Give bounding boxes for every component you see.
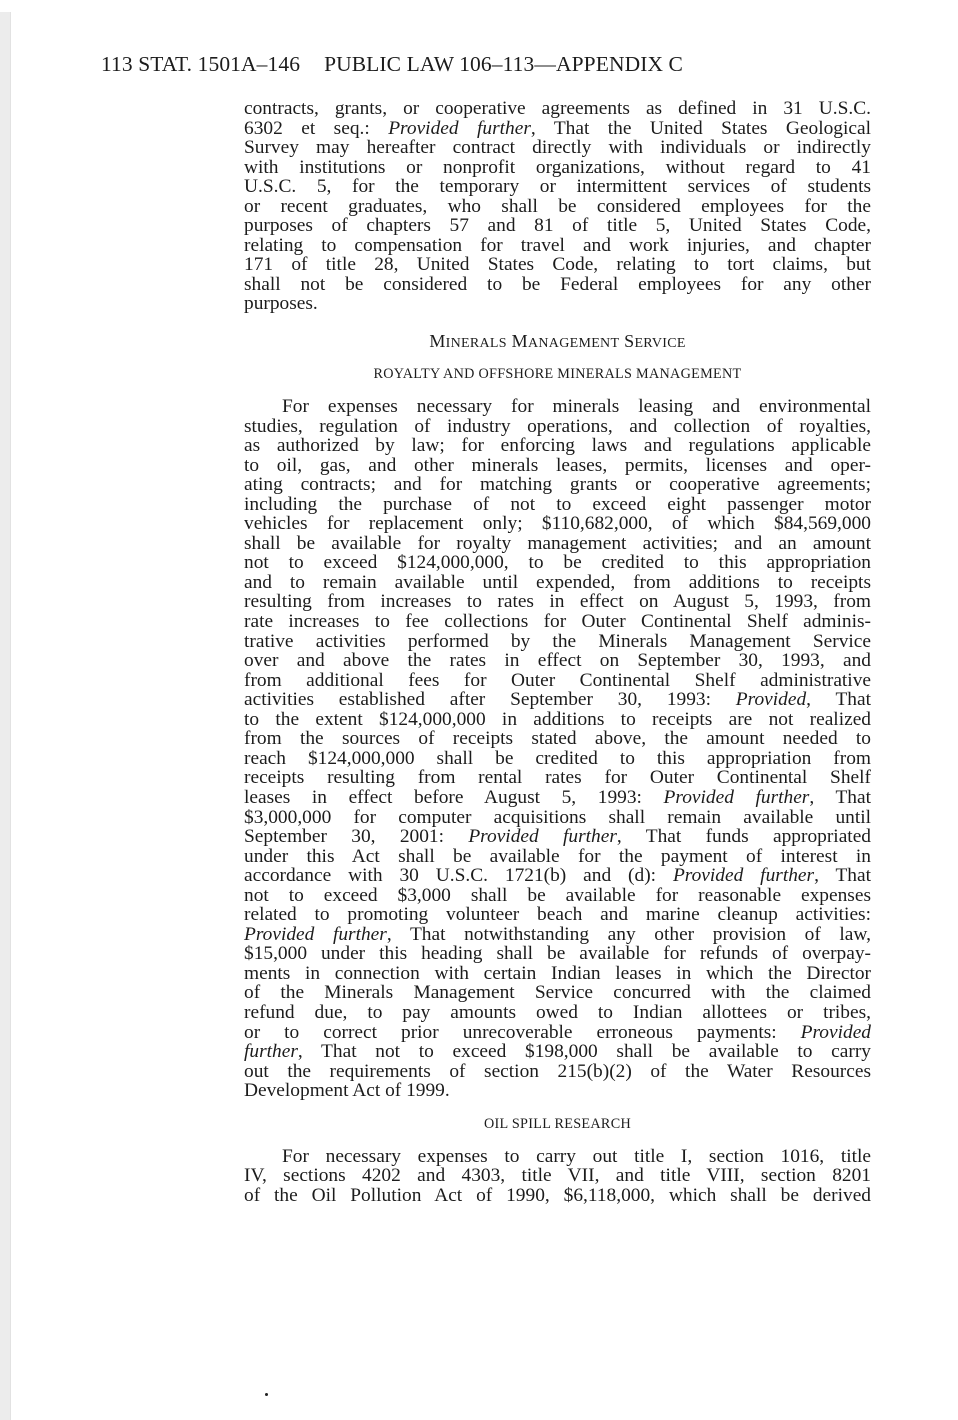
italic-proviso: Provided further [468, 826, 617, 848]
text-line: out the requirements of section 215(b)(2) of the Water Resources [244, 1060, 871, 1082]
text-line: activities established after September 30, 1993: Provided, That [244, 689, 871, 711]
running-head [101, 52, 683, 77]
text-line: to oil, gas, and other minerals leases, permits, licenses and oper- [244, 454, 871, 476]
text-line: not to exceed $3,000 shall be available for reasonable expenses [244, 884, 871, 906]
text-line: contracts, grants, or cooperative agreements as defined in 31 U.S.C. [244, 98, 871, 119]
text-line: related to promoting volunteer beach and marine cleanup activities: [244, 904, 871, 926]
text-line: or recent graduates, who shall be considered employees for the [244, 195, 871, 217]
text-line: rate increases to fee collections for Outer Continental Shelf adminis- [244, 611, 871, 633]
text-line: accordance with 30 U.S.C. 1721(b) and (d): Provided further, That [244, 865, 871, 887]
text-line: ating contracts; and for matching grants or cooperative agreements; [244, 474, 871, 496]
text-line: from the sources of receipts stated above, the amount needed to [244, 728, 871, 750]
text-line: under this Act shall be available for the payment of interest in [244, 845, 871, 867]
text-line: of the Minerals Management Service concurred with the claimed [244, 982, 871, 1004]
continuation-paragraph [244, 99, 871, 314]
text-line: ments in connection with certain Indian leases in which the Director [244, 962, 871, 984]
text-line: not to exceed $124,000,000, to be credited to this appropriation [244, 552, 871, 574]
text-line: $3,000,000 for computer acquisitions shall remain available until [244, 806, 871, 828]
text-line: receipts resulting from rental rates for Outer Continental Shelf [244, 767, 871, 789]
section-heading-royalty: ROYALTY AND OFFSHORE MINERALS MANAGEMENT [373, 366, 742, 383]
text-line: For expenses necessary for minerals leasing and environmental [282, 396, 871, 418]
section-heading-oil-spill: OIL SPILL RESEARCH [483, 1115, 632, 1132]
text-line: $15,000 under this heading shall be available for refunds of overpay- [244, 943, 871, 965]
text-line: vehicles for replacement only; $110,682,000, of which $84,569,000 [244, 513, 871, 535]
stray-mark [265, 1393, 268, 1396]
page-citation: 113 STAT. 1501A–146 [101, 52, 301, 76]
text-line: IV, sections 4202 and 4303, title VII, and title VIII, section 8201 [244, 1165, 871, 1187]
agency-heading: MINERALS MANAGEMENT SERVICE [429, 331, 686, 352]
italic-proviso: Provided further [672, 865, 815, 887]
text-line: resulting from increases to rates in effect on August 5, 1993, from [244, 591, 871, 613]
text-line: Development Act of 1999. [244, 1080, 450, 1102]
text-line: Survey may hereafter contract directly with individuals or indirectly [244, 137, 871, 159]
text-line: purposes. [244, 293, 318, 315]
page-body [244, 99, 871, 1205]
text-line: shall be available for royalty management activities; and an amount [244, 532, 871, 554]
text-line: U.S.C. 5, for the temporary or intermittent services of students [244, 176, 871, 198]
oil-spill-paragraph [244, 1147, 871, 1206]
text-line: with institutions or nonprofit organizations, without regard to 41 [244, 156, 871, 178]
text-line: trative activities performed by the Minerals Management Service [244, 630, 871, 652]
text-line: studies, regulation of industry operations, and collection of royalties, [244, 415, 871, 437]
text-line: Provided further, That notwithstanding any other provision of law, [244, 923, 871, 945]
text-line: to the extent $124,000,000 in additions to receipts are not realized [244, 708, 871, 730]
text-line: from additional fees for Outer Continental Shelf administrative [244, 669, 871, 691]
italic-proviso: further [244, 1041, 298, 1063]
text-line: refund due, to pay amounts owed to Indian allottees or tribes, [244, 1001, 871, 1023]
text-line: 6302 et seq.: Provided further, That the United States Geological [244, 117, 871, 139]
text-line: leases in effect before August 5, 1993: Provided further, That [244, 786, 871, 808]
text-line: relating to compensation for travel and work injuries, and chapter [244, 234, 871, 256]
royalty-paragraph [244, 397, 871, 1101]
italic-proviso: Provided further [388, 117, 531, 139]
text-line: purposes of chapters 57 and 81 of title 5, United States Code, [244, 215, 871, 237]
text-line: shall not be considered to be Federal employees for any other [244, 273, 871, 295]
text-line: or to correct prior unrecoverable erroneous payments: Provided [244, 1021, 871, 1043]
text-line: 171 of title 28, United States Code, relating to tort claims, but [244, 254, 871, 276]
italic-proviso: Provided further [663, 786, 810, 808]
italic-proviso: Provided [800, 1021, 871, 1043]
text-line: September 30, 2001: Provided further, That funds appropriated [244, 826, 871, 848]
scan-edge [0, 12, 11, 1420]
text-line: including the purchase of not to exceed eight passenger motor [244, 493, 871, 515]
text-line: of the Oil Pollution Act of 1990, $6,118,000, which shall be derived [244, 1184, 871, 1206]
text-line: and to remain available until expended, from additions to receipts [244, 571, 871, 593]
text-line: as authorized by law; for enforcing laws and regulations applicable [244, 435, 871, 457]
italic-proviso: Provided further [244, 923, 387, 945]
law-title: PUBLIC LAW 106–113—APPENDIX C [324, 52, 683, 76]
text-line: reach $124,000,000 shall be credited to this appropriation from [244, 747, 871, 769]
text-line: further, That not to exceed $198,000 shall be available to carry [244, 1041, 871, 1063]
text-line: For necessary expenses to carry out title I, section 1016, title [282, 1145, 871, 1167]
text-line: over and above the rates in effect on September 30, 1993, and [244, 650, 871, 672]
italic-proviso: Provided [735, 689, 807, 711]
